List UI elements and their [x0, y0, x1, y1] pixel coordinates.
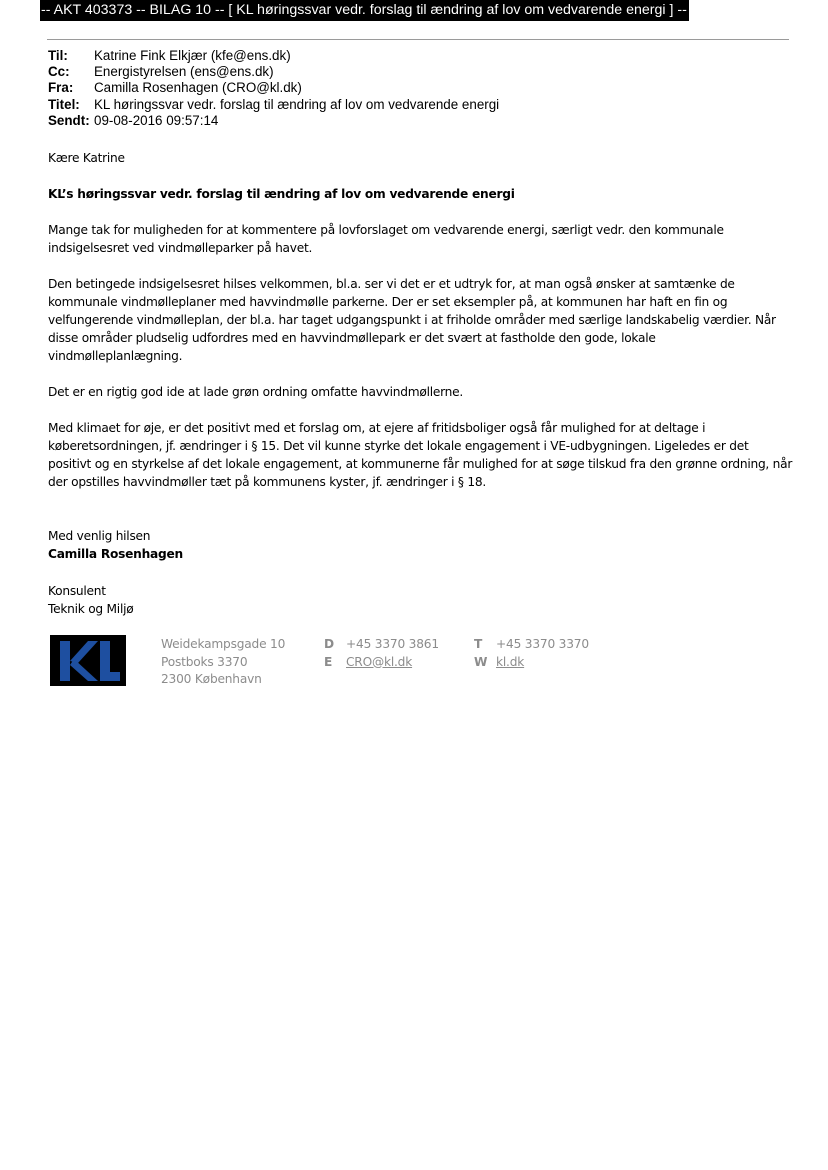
footer-address-line-1: Weidekampsgade 10: [161, 637, 286, 651]
footer-website-link[interactable]: kl.dk: [496, 654, 525, 669]
footer-d-label: D: [324, 637, 334, 651]
signature-role: [48, 582, 133, 618]
footer-t-label: T: [474, 637, 483, 651]
paragraph-3: [48, 383, 793, 401]
signature-title: Konsulent: [48, 584, 106, 598]
paragraph-4: [48, 419, 793, 491]
header-from: [48, 80, 499, 96]
header-cc-label: Cc:: [48, 64, 70, 80]
header-title-value: KL høringssvar vedr. forslag til ændring af lov om vedvarende energi: [94, 96, 500, 112]
header-from-value: Camilla Rosenhagen (CRO@kl.dk): [94, 80, 302, 96]
footer-address: [161, 636, 285, 689]
paragraph-2-text: Den betingede indsigelsesret hilses velkommen, bl.a. ser vi det er et udtryk for, at man også ønsker at samtænke de kommunale vindmølleplaner med havvindmølle parkerne. Der er set eksempler på, at kommunen har haft en fin og velfungerende vindmølleplan, der bl.a. har taget udgangspunkt i at friholde områder med særlige landskabelig værdier. Når disse områder pludselig udfordres med en havvindmøllepark er det svært at fastholde den gode, lokale vindmølleplanlægning.: [48, 277, 776, 363]
email-headers: [48, 48, 499, 129]
kl-logo: [50, 635, 126, 686]
signature-department: Teknik og Miljø: [48, 602, 134, 616]
subject-heading: [48, 185, 793, 203]
footer-email-link[interactable]: CRO@kl.dk: [346, 654, 413, 669]
header-cc: [48, 64, 499, 80]
paragraph-2: [48, 275, 793, 365]
header-divider: [47, 39, 789, 40]
header-from-label: Fra:: [48, 80, 74, 96]
paragraph-1-text: Mange tak for muligheden for at kommentere på lovforslaget om vedvarende energi, særligt vedr. den kommunale indsigelsesret ved vindmølleparker på havet.: [48, 223, 724, 255]
footer-w-label: W: [474, 654, 488, 669]
footer-address-line-2: Postboks 3370: [161, 654, 248, 669]
footer-address-line-3: 2300 København: [161, 672, 262, 686]
paragraph-1: [48, 221, 793, 257]
footer-d-value: +45 3370 3861: [346, 637, 439, 651]
header-to-label: Til:: [48, 48, 68, 63]
header-cc-value: Energistyrelsen (ens@ens.dk): [94, 64, 274, 80]
signature-closing: Med venlig hilsen: [48, 529, 151, 543]
signature-block: [48, 527, 183, 563]
footer-e-label: E: [324, 654, 333, 669]
header-to: [48, 48, 499, 64]
document-banner: -- AKT 403373 -- BILAG 10 -- [ KL høringssvar vedr. forslag til ændring af lov om vedvarende energi ] --: [40, 0, 689, 21]
header-sent-label: Sendt:: [48, 112, 90, 128]
header-sent-value: 09-08-2016 09:57:14: [94, 112, 219, 128]
footer-direct-contact: [324, 636, 439, 671]
footer-website: [474, 654, 589, 672]
kl-logo-mark: [50, 635, 126, 686]
footer-email: [324, 654, 439, 672]
footer-direct-phone: [324, 636, 439, 654]
greeting: [48, 149, 793, 167]
paragraph-3-text: Det er en rigtig god ide at lade grøn ordning omfatte havvindmøllerne.: [48, 385, 464, 399]
greeting-text: Kære Katrine: [48, 151, 125, 165]
header-title: [48, 97, 499, 113]
footer-main-phone: [474, 636, 589, 654]
footer-main-contact: [474, 636, 589, 671]
paragraph-4-text: Med klimaet for øje, er det positivt med et forslag om, at ejere af fritidsboliger også får mulighed for at deltage i køberetsordningen, jf. ændringer i § 15. Det vil kunne styrke det lokale engagement i VE-udbygningen. Ligeledes er det positivt og en styrkelse af det lokale engagement, at kommunerne får mulighed for at søge tilskud fra den grønne ordning, når der opstilles havvindmøller tæt på kommunens kyster, jf. ændringer i § 18.: [48, 421, 793, 489]
header-to-value: Katrine Fink Elkjær (kfe@ens.dk): [94, 48, 291, 63]
signature-name: Camilla Rosenhagen: [48, 547, 183, 561]
subject-text: KL’s høringssvar vedr. forslag til ændring af lov om vedvarende energi: [48, 187, 515, 201]
footer-t-value: +45 3370 3370: [496, 637, 589, 651]
header-title-label: Titel:: [48, 96, 80, 112]
header-sent: [48, 113, 499, 129]
